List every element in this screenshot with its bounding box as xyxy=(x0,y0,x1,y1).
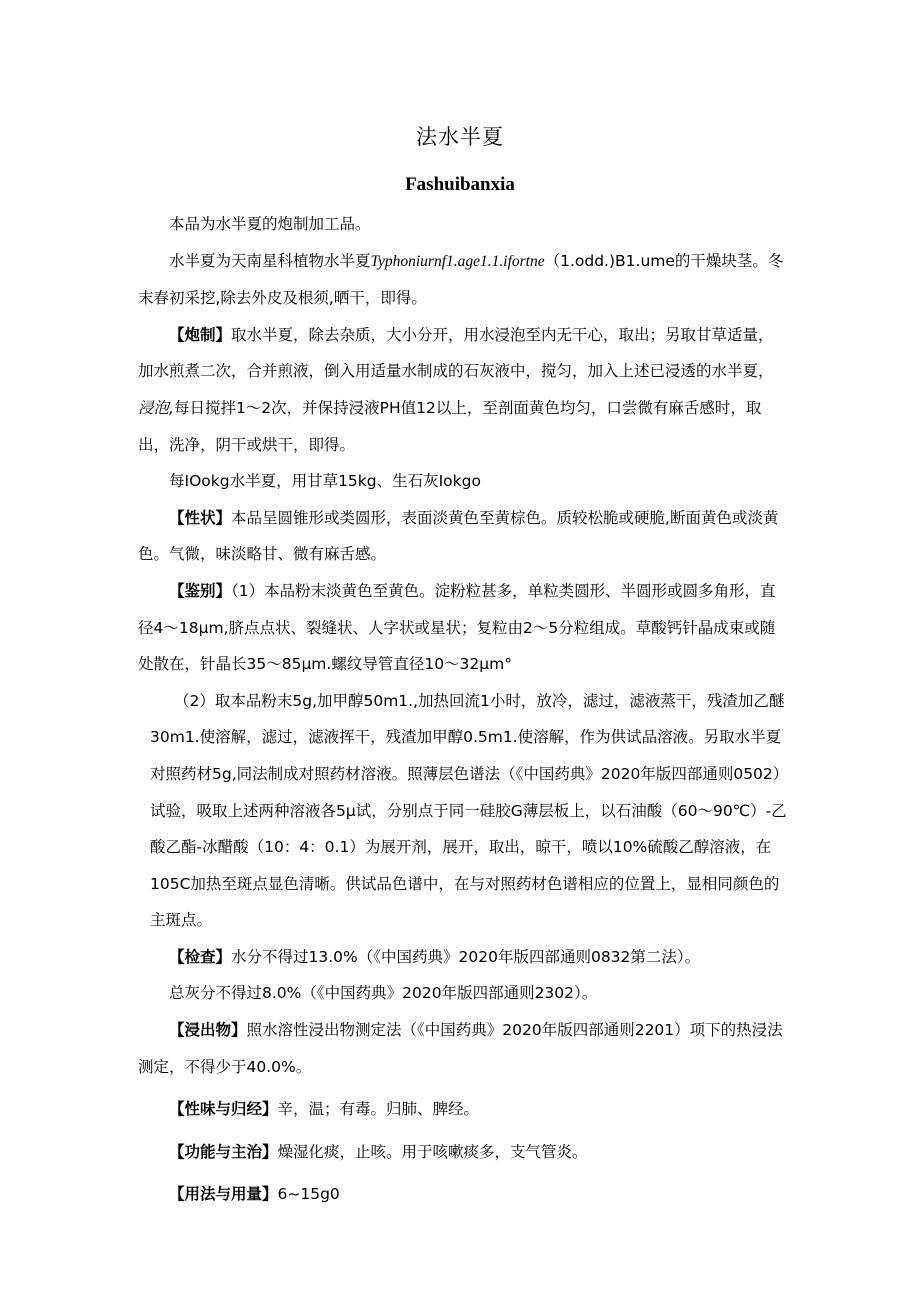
description-section: 【性状】本品呈圆锥形或类圆形，表面淡黄色至黄棕色。质较松脆或硬脆,断面黄色或淡黄色。气微，味淡略甘、微有麻舌感。 xyxy=(138,508,779,564)
section-label-description: 【性状】 xyxy=(169,508,232,527)
section-label-usage: 【用法与用量】 xyxy=(169,1185,278,1204)
section-label-processing: 【炮制】 xyxy=(169,325,232,344)
usage-section: 【用法与用量】6~15g0 xyxy=(169,1185,340,1204)
section-label-inspection: 【检查】 xyxy=(169,947,232,966)
monograph-body xyxy=(138,206,788,1213)
origin-paragraph: 水半夏为天南星科植物水半夏Typhoniurnf1.age1.1.ifortne（1.odd.)B1.ume的干燥块茎。冬末春初采挖,除去外皮及根须,晒干，即得。 xyxy=(138,251,784,308)
extract-section: 【浸出物】照水溶性浸出物测定法（《中国药典》2020年版四部通则2201）项下的热浸法测定，不得少于40.0%。 xyxy=(138,1021,783,1076)
function-section: 【功能与主治】燥湿化痰，止咳。用于咳嗽痰多，支气管炎。 xyxy=(169,1142,588,1161)
ash-paragraph: 总灰分不得过8.0%（《中国药典》2020年版四部通则2302）。 xyxy=(169,984,598,1003)
inspection-section: 【检查】水分不得过13.0%（《中国药典》2020年版四部通则0832第二法）。 xyxy=(169,947,701,966)
identification-item-2: （2）取本品粉末5g,加甲醇50m1.,加热回流1小时，放冷，滤过，滤液蒸干，残渣加乙醚30m1.使溶解，滤过，滤液挥干，残渣加甲醇0.5m1.使溶解，作为供试品溶液。另取水半夏对照药材5g,同法制成对照药材溶液。照薄层色谱法（《中国药典》2020年版四部通则0502）试验，吸取上述两种溶液各5μ试，分别点于同一硅胶G薄层板上，以石油酸（60～90℃）-乙酸乙酯-冰醋酸（10：4：0.1）为展开剂，展开，取出，晾干，喷以10%硫酸乙醇溶液，在105C加热至斑点显色清晰。供试品色谱中，在与对照药材色谱相应的位置上，显相同颜色的主斑点。 xyxy=(150,691,787,930)
latin-name: Typhoniurnf1.age1.1.ifortne xyxy=(370,252,545,270)
section-label-extract: 【浸出物】 xyxy=(169,1021,247,1040)
intro-paragraph: 本品为水半夏的炮制加工品。 xyxy=(169,215,371,233)
section-label-function: 【功能与主治】 xyxy=(169,1142,278,1161)
ratio-paragraph: 每IOokg水半夏，用甘草15kg、生石灰Iokgo xyxy=(169,472,481,491)
page-title-pinyin: Fashuibanxia xyxy=(405,174,515,195)
section-label-nature: 【性味与归经】 xyxy=(169,1100,278,1119)
section-label-identification: 【鉴别】 xyxy=(169,581,232,600)
identification-section: 【鉴别】（1）本品粉末淡黄色至黄色。淀粉粒甚多，单粒类圆形、半圆形或圆多角形，直径4～18μm,脐点点状、裂缝状、人字状或星状；复粒由2～5分粒组成。草酸钙针晶成束或随处散在，针晶长35～85μm.螺纹导管直径10～32μm° xyxy=(138,581,776,674)
page-title: 法水半夏 xyxy=(416,125,504,149)
nature-section: 【性味与归经】辛，温；有毒。归肺、脾经。 xyxy=(169,1100,480,1119)
processing-section: 【炮制】取水半夏，除去杂质，大小分开，用水浸泡至内无干心，取出；另取甘草适量，加水煎煮二次，合并煎液，倒入用适量水制成的石灰液中，搅匀，加入上述已浸透的水半夏，浸泡,每日搅拌1～2次，并保持浸液PH值12以上，至剖面黄色均匀，口尝微有麻舌感时，取出，洗净，阴干或烘干，即得。 xyxy=(138,325,774,454)
